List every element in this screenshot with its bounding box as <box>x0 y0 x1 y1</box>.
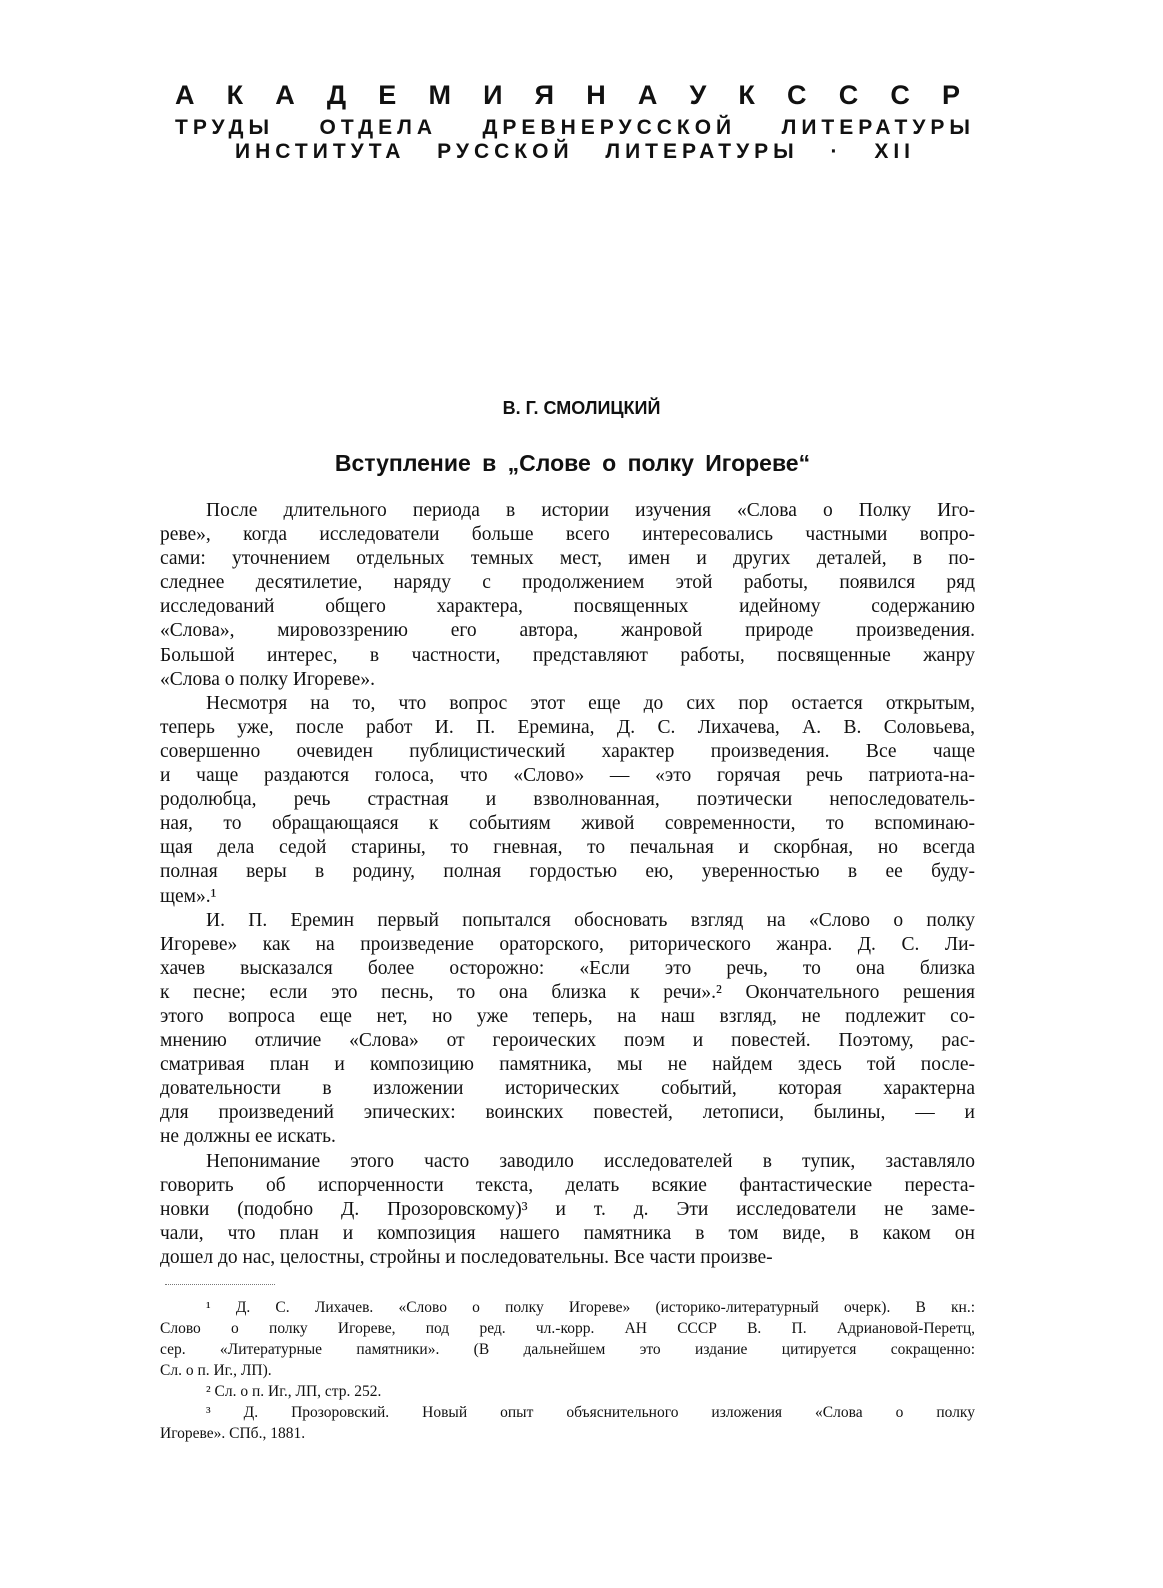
text-line: ная, то обращающаяся к событиям живой современности, то вспоминаю- <box>160 813 975 835</box>
text-line: к песне; если это песнь, то она близка к речи».² Окончательного решения <box>160 981 975 1003</box>
text-line: родолюбца, речь страстная и взволнованная, поэтически непоследователь- <box>160 789 975 811</box>
text-line: щем».¹ <box>160 885 217 907</box>
footnote <box>160 1402 975 1444</box>
text-line: Несмотря на то, что вопрос этот еще до сих пор остается открытым, <box>206 692 975 714</box>
paragraph <box>160 1150 975 1270</box>
text-line: мнению отличие «Слова» от героических поэм и повестей. Поэтому, рас- <box>160 1030 975 1052</box>
footnote <box>160 1381 975 1402</box>
text-line: После длительного периода в истории изучения «Слова о Полку Иго- <box>206 500 975 521</box>
paragraph <box>160 499 975 692</box>
footnote <box>160 1297 975 1381</box>
text-line: теперь уже, после работ И. П. Еремина, Д. С. Лихачева, А. В. Соловьева, <box>160 716 975 738</box>
institute-title: ИНСТИТУТА РУССКОЙ ЛИТЕРАТУРЫ · XII <box>235 140 915 163</box>
text-line: И. П. Еремин первый попытался обосновать взгляд на «Слово о полку <box>206 909 975 931</box>
text-line: «Слова о полку Игореве». <box>160 668 375 690</box>
series-title: ТРУДЫ ОТДЕЛА ДРЕВНЕРУССКОЙ ЛИТЕРАТУРЫ <box>175 116 975 139</box>
footnotes <box>160 1297 975 1444</box>
paragraph <box>160 909 975 1150</box>
text-line: говорить об испорченности текста, делать всякие фантастические переста- <box>160 1174 975 1196</box>
text-line: новки (подобно Д. Прозоровскому)³ и т. д. Эти исследователи не заме- <box>160 1198 975 1220</box>
text-line: Непонимание этого часто заводило исследователей в тупик, заставляло <box>206 1150 975 1172</box>
text-line: не должны ее искать. <box>160 1126 336 1148</box>
text-line: Сл. о п. Иг., ЛП). <box>160 1362 272 1379</box>
text-line: щая дела седой старины, то гневная, то печальная и скорбная, но всегда <box>160 837 975 859</box>
text-line: исследований общего характера, посвященных идейному содержанию <box>160 596 975 618</box>
paragraph <box>160 692 975 909</box>
text-line: сер. «Литературные памятники». (В дальнейшем это издание цитируется сокращенно: <box>160 1341 975 1358</box>
text-line: дошел до нас, целостны, стройны и последовательны. Все части произве- <box>160 1246 773 1268</box>
text-line: Большой интерес, в частности, представляют работы, посвященные жанру <box>160 644 975 666</box>
academy-header: А К А Д Е М И Я Н А У К С С С Р <box>175 80 960 110</box>
text-line: ³ Д. Прозоровский. Новый опыт объяснительного изложения «Слова о полку <box>206 1404 975 1421</box>
article-title: Вступление в „Слове о полку Игореве“ <box>334 450 811 476</box>
text-line: реве», когда исследователи больше всего интересовались частными вопро- <box>160 524 975 546</box>
text-line: ¹ Д. С. Лихачев. «Слово о полку Игореве» (историко-литературный очерк). В кн.: <box>206 1299 975 1316</box>
text-line: Слово о полку Игореве, под ред. чл.-корр. АН СССР В. П. Адриановой-Перетц, <box>160 1320 975 1337</box>
text-line: сматривая план и композицию памятника, мы не найдем здесь той после- <box>160 1054 975 1076</box>
article-author: В. Г. СМОЛИЦКИЙ <box>502 398 661 418</box>
text-line: Игореве». СПб., 1881. <box>160 1425 306 1442</box>
footnote-divider <box>165 1284 275 1285</box>
text-line: этого вопроса еще нет, но уже теперь, на наш взгляд, не подлежит со- <box>160 1005 975 1027</box>
text-line: хачев высказался более осторожно: «Если это речь, то она близка <box>160 957 975 979</box>
text-line: для произведений эпических: воинских повестей, летописи, былины, — и <box>160 1102 975 1124</box>
article-body <box>160 499 975 1270</box>
text-line: чали, что план и композиция нашего памятника в том виде, в каком он <box>160 1222 975 1244</box>
text-line: довательности в изложении исторических событий, которая характерна <box>160 1078 975 1100</box>
text-line: и чаще раздаются голоса, что «Слово» — «это горячая речь патриота-на- <box>160 765 975 787</box>
text-line: совершенно очевиден публицистический характер произведения. Все чаще <box>160 740 975 762</box>
text-line: следнее десятилетие, наряду с продолжением этой работы, появился ряд <box>160 572 975 594</box>
text-line: Игореве» как на произведение ораторского, риторического жанра. Д. С. Ли- <box>160 933 975 955</box>
text-line: сами: уточнением отдельных темных мест, имен и других деталей, в по- <box>160 548 975 570</box>
text-line: ² Сл. о п. Иг., ЛП, стр. 252. <box>206 1383 382 1400</box>
text-line: полная веры в родину, полная гордостью ею, уверенностью в ее буду- <box>160 861 975 883</box>
text-line: «Слова», мировоззрению его автора, жанровой природе произведения. <box>160 620 975 642</box>
